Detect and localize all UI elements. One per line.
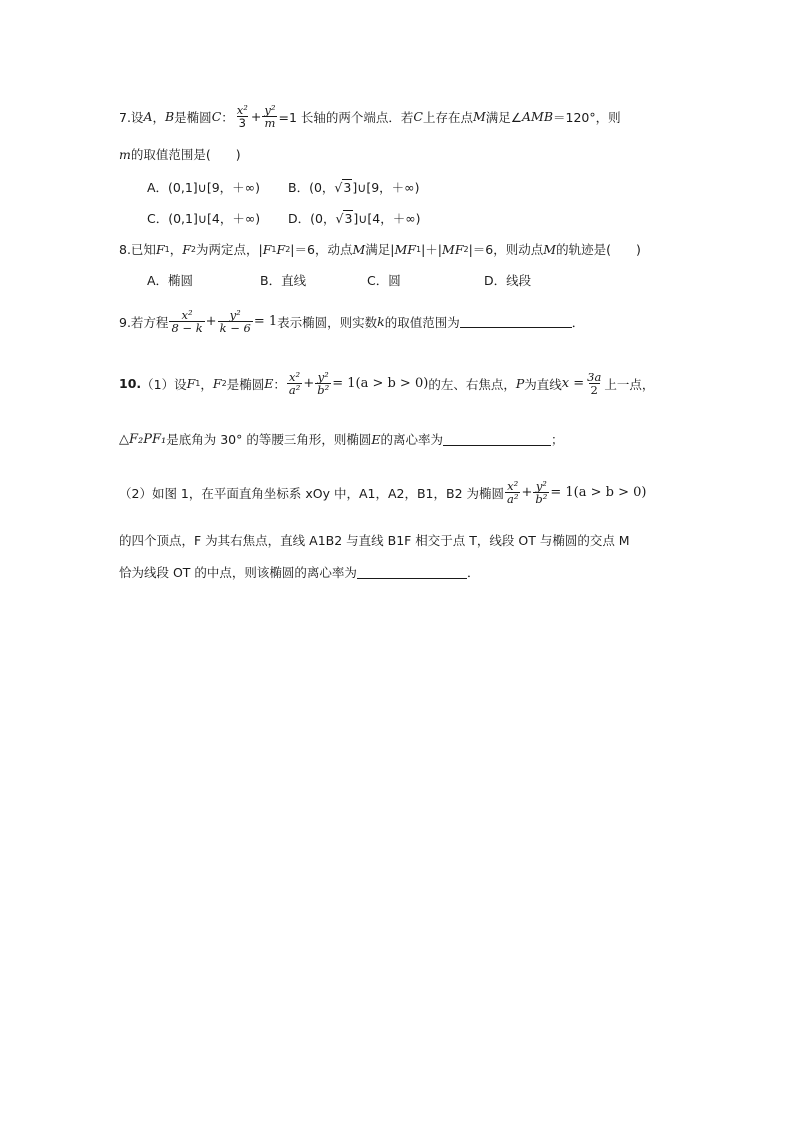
q8-option-d: D．线段 bbox=[484, 273, 532, 288]
q7-ellipse-c: C bbox=[413, 109, 423, 125]
q7-plus: + bbox=[250, 109, 262, 125]
q7-option-d-text: D．(0， bbox=[288, 211, 336, 226]
q7-colon: ： bbox=[221, 109, 234, 125]
q10-part2-line1 bbox=[119, 480, 646, 505]
q10-triangle: △F₂PF₁ bbox=[119, 431, 167, 447]
q8-text: 满足| bbox=[365, 242, 395, 257]
q7-text: 的取值范围是( ) bbox=[130, 147, 241, 162]
q7-option-b-text: B．(0， bbox=[288, 180, 335, 195]
q10-part2-line2: 的四个顶点，F 为其右焦点，直线 A1B2 与直线 B1F 相交于点 T，线段 OT 与椭圆的交点 M bbox=[119, 533, 630, 548]
q7-text: 上存在点 bbox=[422, 109, 473, 125]
q9-frac-num: x² bbox=[181, 308, 193, 322]
q10-text: 是底角为 30° 的等腰三角形，则椭圆 bbox=[166, 432, 372, 447]
q8-text: |＝6，动点 bbox=[290, 242, 353, 257]
q8-sub: 2 bbox=[190, 244, 197, 254]
q9-text: 的取值范围为 bbox=[384, 314, 460, 330]
q8-sub: 1 bbox=[164, 244, 170, 254]
q10-f: F bbox=[186, 376, 196, 392]
q8-option-a: A．椭圆 bbox=[147, 273, 194, 288]
q7-point-a: A bbox=[143, 109, 153, 125]
q8-text: |＝6，则动点 bbox=[468, 242, 544, 257]
q9-line bbox=[119, 309, 584, 334]
q7-option-d-sqrt: 3 bbox=[344, 211, 353, 226]
q10-colon: ： bbox=[273, 376, 286, 392]
q9-text: 9.若方程 bbox=[119, 314, 169, 330]
q10-plus: + bbox=[303, 376, 315, 392]
q10-number: 10. bbox=[119, 376, 142, 392]
q10-frac-num: y² bbox=[535, 479, 547, 493]
q8-text: 的轨迹是( ) bbox=[556, 242, 641, 257]
q7-text: 是椭圆 bbox=[174, 109, 212, 125]
q7-fraction-y bbox=[262, 104, 277, 129]
q8-option-c: C．圆 bbox=[367, 273, 401, 288]
q8-text: 8.已知 bbox=[119, 242, 156, 257]
q10-fraction-x bbox=[287, 371, 302, 396]
q9-frac-num: y² bbox=[229, 308, 241, 322]
q8-option-b: B．直线 bbox=[260, 273, 307, 288]
q10-text: 的离心率为 bbox=[380, 432, 443, 447]
q8-sub: 2 bbox=[463, 244, 469, 254]
q7-ellipse-c: C bbox=[211, 109, 222, 125]
q8-sub: 1 bbox=[415, 244, 422, 254]
q7-option-b: B．(0，√3]∪[9，＋∞) bbox=[288, 180, 420, 195]
q10-fraction-3a bbox=[585, 371, 603, 396]
q8-text: 为两定点，| bbox=[196, 242, 263, 257]
q7-frac-num: x² bbox=[236, 103, 248, 117]
q10-ellipse-e: E bbox=[264, 376, 274, 392]
q10-frac-den: 2 bbox=[590, 383, 598, 398]
q10-frac-num: 3a bbox=[587, 370, 602, 384]
q7-angle-amb: AMB bbox=[522, 109, 554, 125]
q8-f: F bbox=[182, 241, 191, 257]
q10-comma: ， bbox=[200, 376, 213, 392]
q8-f: F bbox=[262, 241, 272, 257]
q7-text: ＝120°，则 bbox=[553, 109, 621, 125]
q10-text: （2）如图 1，在平面直角坐标系 xOy 中，A1，A2，B1，B2 为椭圆 bbox=[119, 485, 504, 501]
q9-frac-den: k − 6 bbox=[219, 321, 251, 336]
q10-condition: = 1(a > b > 0) bbox=[332, 376, 429, 392]
q7-option-a: A．(0,1]∪[9，＋∞) bbox=[147, 180, 260, 195]
q8-line1 bbox=[119, 240, 641, 258]
q7-fraction-x bbox=[235, 104, 250, 129]
q8-f: F bbox=[276, 241, 286, 257]
q10-frac-den: a² bbox=[507, 492, 519, 507]
q7-option-b-text: ]∪[9，＋∞) bbox=[352, 180, 420, 195]
q10-sub: 1 bbox=[195, 379, 201, 389]
q10-frac-den: a² bbox=[288, 383, 301, 398]
q7-text: 满足∠ bbox=[485, 109, 523, 125]
q9-plus: + bbox=[205, 314, 217, 330]
q8-comma: ， bbox=[169, 242, 183, 257]
q7-frac-num: y² bbox=[264, 103, 276, 117]
q8-f: F bbox=[155, 241, 165, 257]
q10-plus: + bbox=[521, 485, 533, 501]
q7-line1 bbox=[119, 104, 621, 129]
q10-fraction-y bbox=[315, 371, 331, 396]
q9-equals: = 1 bbox=[253, 314, 278, 330]
q8-mf: MF bbox=[394, 241, 416, 257]
q7-comma: ， bbox=[152, 109, 165, 125]
q8-text: |＋| bbox=[421, 242, 443, 257]
q7-line2 bbox=[119, 145, 241, 163]
q8-point-m: M bbox=[543, 241, 557, 257]
q10-frac-den: b² bbox=[535, 492, 548, 507]
q10-ellipse-e: E bbox=[371, 431, 381, 447]
q7-frac-den: m bbox=[264, 116, 276, 131]
q7-option-b-sqrt: 3 bbox=[343, 180, 352, 195]
q10-point-p: P bbox=[515, 376, 525, 392]
q10-line2 bbox=[119, 430, 563, 448]
q10-text: 上一点， bbox=[604, 376, 655, 392]
q7-text: 7.设 bbox=[119, 109, 144, 125]
q10-x-equals: x = bbox=[561, 376, 585, 392]
q10-part2-line3 bbox=[119, 563, 479, 581]
q10-text: 恰为线段 OT 的中点，则该椭圆的离心率为 bbox=[119, 565, 357, 580]
q10-answer-blank-1[interactable] bbox=[443, 433, 551, 446]
q7-option-d-text: ]∪[4，＋∞) bbox=[353, 211, 421, 226]
q7-point-b: B bbox=[164, 109, 175, 125]
q10-frac-num: y² bbox=[317, 370, 329, 384]
q8-sub: 1 bbox=[271, 244, 277, 254]
q7-text: =1 长轴的两个端点．若 bbox=[278, 109, 414, 125]
q8-mf: MF bbox=[442, 241, 464, 257]
q7-option-d: D．(0，√3]∪[4，＋∞) bbox=[288, 211, 421, 226]
q10-text: （1）设 bbox=[141, 376, 187, 392]
q10-text: 的左、右焦点， bbox=[428, 376, 516, 392]
q10-sub: 2 bbox=[221, 379, 227, 389]
q7-option-c: C．(0,1]∪[4，＋∞) bbox=[147, 211, 261, 226]
q10-part2-fraction-y bbox=[533, 480, 549, 505]
q9-text: 表示椭圆，则实数 bbox=[277, 314, 378, 330]
q10-answer-blank-2[interactable] bbox=[357, 566, 467, 579]
q9-end: ． bbox=[571, 314, 585, 330]
q7-point-m: M bbox=[472, 109, 486, 125]
q10-frac-den: b² bbox=[317, 383, 330, 398]
q10-part2-fraction-x bbox=[505, 480, 520, 505]
q8-sub: 2 bbox=[285, 244, 291, 254]
q9-frac-den: 8 − k bbox=[171, 321, 203, 336]
q8-point-m: M bbox=[352, 241, 366, 257]
q10-text: 为直线 bbox=[524, 376, 562, 392]
q10-end: ． bbox=[466, 565, 480, 580]
q10-end: ； bbox=[550, 432, 564, 447]
q10-text: 是椭圆 bbox=[226, 376, 265, 392]
q10-frac-num: x² bbox=[507, 479, 519, 493]
q7-var-m: m bbox=[119, 146, 131, 162]
q7-frac-den: 3 bbox=[238, 116, 246, 131]
q10-line1 bbox=[119, 371, 654, 396]
q10-frac-num: x² bbox=[289, 370, 301, 384]
q9-fraction-y bbox=[218, 309, 253, 334]
q10-f: F bbox=[212, 376, 222, 392]
q10-condition: = 1(a > b > 0) bbox=[550, 485, 647, 501]
q9-var-k: k bbox=[377, 314, 385, 330]
q9-answer-blank[interactable] bbox=[460, 315, 572, 328]
q9-fraction-x bbox=[169, 309, 204, 334]
